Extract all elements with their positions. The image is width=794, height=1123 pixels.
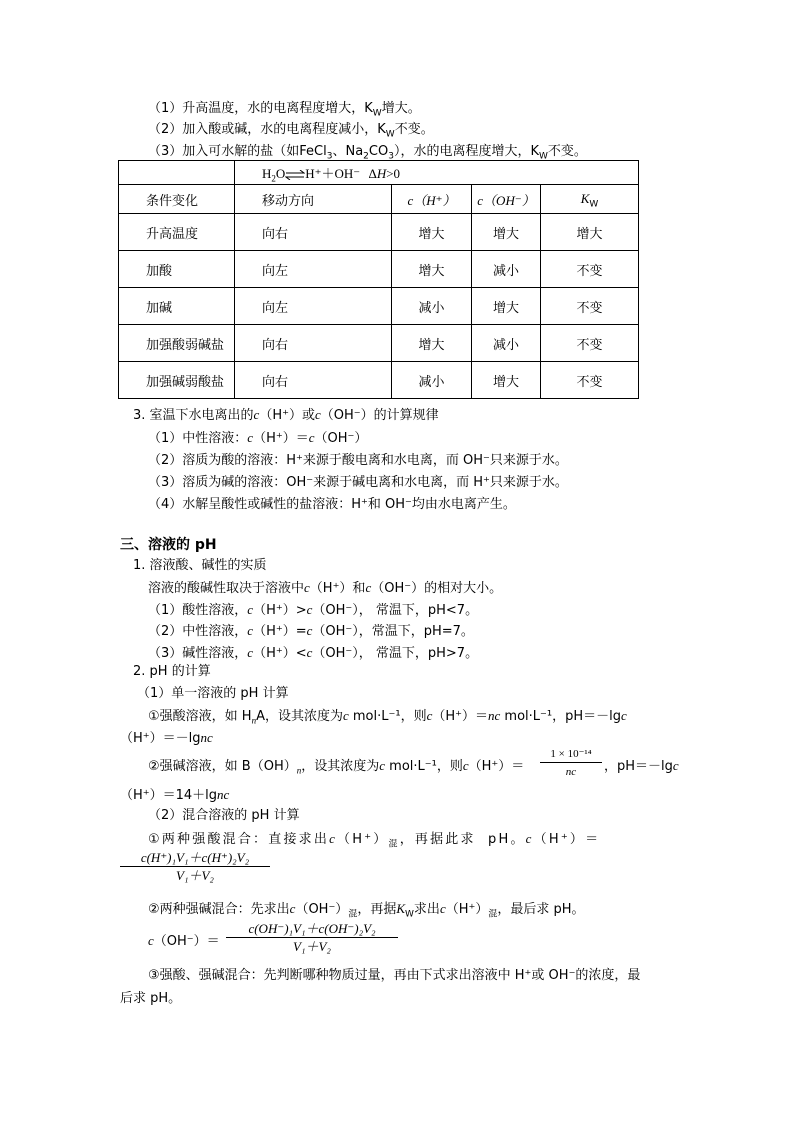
sub: W — [405, 909, 414, 920]
text: （H⁺）= — [253, 624, 307, 639]
ph-mix-bases-eq — [148, 932, 220, 951]
line-add-acid-base — [148, 121, 434, 139]
table-equation-row — [119, 161, 639, 185]
text: ①强酸溶液，如 H — [148, 709, 252, 724]
cell: 向右 — [235, 362, 392, 399]
text: ，再据此求 pH。 — [399, 832, 526, 847]
sub: W — [589, 199, 599, 210]
ph-s1-intro — [148, 579, 502, 598]
text: mol·L⁻¹，则 — [352, 709, 427, 724]
cell: 减小 — [472, 325, 541, 362]
cell: 不变 — [541, 362, 639, 399]
text: 溶液的酸碱性取决于溶液中 — [148, 581, 305, 596]
text: （OH⁻）， 常温下，pH<7。 — [312, 603, 479, 618]
equilibrium-equation — [235, 161, 639, 185]
cell: 增大 — [392, 214, 472, 251]
text: 不变。 — [547, 144, 587, 159]
table-row — [119, 251, 639, 288]
text: c — [439, 901, 446, 916]
cell: 向左 — [235, 288, 392, 325]
cell: 不变 — [541, 325, 639, 362]
text: 、Na — [332, 144, 364, 159]
sec3-p2: （2）溶质为酸的溶液：H⁺来源于酸电离和水电离，而 OH⁻只来源于水。 — [148, 453, 568, 468]
sec3-p4: （4）水解呈酸性或碱性的盐溶液：H⁺和 OH⁻均由水电离产生。 — [148, 497, 516, 512]
text: Δ — [368, 166, 377, 181]
cell: 加酸 — [119, 251, 235, 288]
sub: 混 — [488, 909, 498, 920]
text: （H⁺）＝－lg — [120, 731, 201, 746]
ph-s1: 1. 溶液酸、碱性的实质 — [133, 558, 267, 573]
text: K — [396, 901, 406, 916]
text: （2）中性溶液， — [148, 624, 248, 639]
sub: 3 — [326, 151, 333, 162]
text: >0 — [386, 166, 401, 181]
ph-s2-2: （2）混合溶液的 pH 计算 — [148, 808, 300, 823]
table-row — [119, 288, 639, 325]
sec3-p3: （3）溶质为碱的溶液：OH⁻来源于碱电离和水电离，而 H⁺只来源于水。 — [148, 475, 568, 490]
cell: 减小 — [392, 362, 472, 399]
text: H — [376, 166, 387, 181]
text: H — [262, 166, 272, 181]
table-row — [119, 214, 639, 251]
text: c — [306, 602, 313, 617]
text: c — [247, 602, 254, 617]
cell: 增大 — [541, 214, 639, 251]
base-fraction — [540, 746, 602, 781]
text: c — [365, 580, 372, 595]
line-raise-temp — [148, 100, 421, 118]
ph-strong-base-2 — [120, 786, 229, 805]
text: （H⁺）＝ — [432, 709, 488, 724]
text: c — [621, 708, 627, 723]
numerator: c(OH⁻)₁V₁＋c(OH⁻)₂V₂ — [226, 921, 398, 938]
text: （1）中性溶液： — [148, 431, 248, 446]
text: c — [306, 645, 313, 660]
text: c — [148, 933, 154, 948]
text: ，最后求 pH。 — [497, 902, 585, 917]
ph-s2-1: （1）单一溶液的 pH 计算 — [137, 686, 289, 701]
ph-neutral — [148, 622, 474, 641]
cell: 向右 — [235, 325, 392, 362]
cell: 减小 — [392, 288, 472, 325]
table-header-row — [119, 185, 639, 214]
line-add-salt — [148, 143, 587, 161]
sub: 3 — [388, 151, 394, 162]
ph-mix-acid-base: ③强酸、强碱混合：先判断哪种物质过量，再由下式求出溶液中 H⁺或 OH⁻的浓度，最 — [148, 968, 641, 983]
text: c — [525, 831, 534, 846]
ph-mix-bases — [148, 900, 585, 919]
cell: 加强碱弱酸盐 — [119, 362, 235, 399]
text: （H⁺） — [445, 902, 489, 917]
text: nc — [488, 708, 501, 723]
ph-strong-acid-2 — [120, 729, 213, 748]
text: c — [329, 831, 338, 846]
ph-acidic — [148, 601, 478, 620]
header-c-h — [392, 185, 472, 214]
text: c（H⁺） — [407, 192, 456, 208]
text: （H⁺）＝ — [468, 759, 525, 774]
sub: 混 — [388, 839, 400, 850]
text: c — [247, 623, 254, 638]
cell: 升高温度 — [119, 214, 235, 251]
sub: W — [538, 151, 548, 162]
text: c — [426, 708, 433, 723]
text: （H⁺） — [337, 832, 389, 847]
text: c — [304, 580, 310, 595]
text: 增大。 — [381, 101, 421, 116]
text: （OH⁻） — [295, 902, 349, 917]
text: c — [308, 430, 315, 445]
text: （H⁺）＝ — [253, 431, 309, 446]
numerator: c(H⁺)₁V₁＋c(H⁺)₂V₂ — [120, 850, 270, 867]
text: （H⁺）和 — [309, 581, 366, 596]
text: （H⁺）> — [253, 603, 307, 618]
text: K — [580, 191, 590, 206]
cell: 不变 — [541, 251, 639, 288]
text: c — [289, 901, 296, 916]
sub: W — [372, 108, 382, 119]
sec3-p1 — [148, 429, 367, 448]
header-direction: 移动方向 — [235, 185, 392, 214]
text: ②两种强碱混合：先求出 — [148, 902, 290, 917]
sub: n — [251, 715, 257, 726]
text: 3. 室温下水电离出的 — [133, 408, 254, 423]
equilibrium-arrow-icon — [285, 170, 305, 180]
text: mol·L⁻¹，pH＝－lg — [504, 709, 621, 724]
table-row — [119, 362, 639, 399]
text: c（OH⁻） — [477, 192, 535, 208]
water-ionization-table — [118, 160, 639, 399]
text: （OH⁻），常温下，pH=7。 — [312, 624, 474, 639]
numerator: 1 × 10⁻¹⁴ — [540, 746, 602, 763]
text: （OH⁻） — [314, 431, 368, 446]
header-c-oh — [472, 185, 541, 214]
ph-strong-base — [148, 757, 524, 776]
sub: n — [296, 765, 302, 776]
text: c — [462, 758, 469, 773]
text: c — [379, 758, 386, 773]
text: （1）升高温度，水的电离程度增大，K — [148, 101, 373, 116]
denominator: nc — [565, 766, 577, 778]
text: H⁺＋OH⁻ — [305, 166, 361, 181]
denominator: V₁＋V₂ — [293, 939, 331, 954]
text: c — [247, 430, 254, 445]
ph-strong-base-tail — [604, 757, 679, 776]
text: c — [342, 708, 349, 723]
table-row — [119, 325, 639, 362]
cell: 增大 — [392, 325, 472, 362]
ph-strong-acid — [148, 707, 627, 726]
ph-mix-acids — [148, 830, 600, 849]
sub: 2 — [271, 173, 276, 184]
text: O — [275, 166, 286, 181]
text: c — [253, 407, 260, 422]
text: c — [247, 645, 254, 660]
ph-basic — [148, 644, 478, 663]
cell: 增大 — [472, 288, 541, 325]
cell: 向左 — [235, 251, 392, 288]
text: （OH⁻）＝ — [153, 934, 220, 949]
text: c — [306, 623, 313, 638]
text: （3）加入可水解的盐（如FeCl — [148, 144, 327, 159]
text: （H⁺）或 — [259, 408, 315, 423]
sec3-title — [133, 406, 439, 425]
text: A，设其浓度为 — [256, 709, 343, 724]
sub: W — [385, 129, 395, 140]
text: ），水的电离程度增大，K — [393, 144, 539, 159]
mix-acid-fraction — [120, 850, 270, 885]
text: （OH⁻）的相对大小。 — [371, 581, 503, 596]
ph-mix-acid-base-end: 后求 pH。 — [120, 991, 182, 1006]
text: （1）酸性溶液， — [148, 603, 248, 618]
cell: 减小 — [472, 251, 541, 288]
text: （OH⁻）， 常温下，pH>7。 — [312, 646, 479, 661]
denominator: V₁＋V₂ — [176, 868, 214, 883]
text: 求出 — [413, 902, 440, 917]
text: nc — [200, 730, 213, 745]
text: ①两种强酸混合：直接求出 — [148, 832, 330, 847]
text: （OH⁻）的计算规律 — [320, 408, 439, 423]
header-condition: 条件变化 — [119, 185, 235, 214]
cell: 加碱 — [119, 288, 235, 325]
text: （H⁺）＝ — [533, 832, 601, 847]
text: （H⁺）< — [253, 646, 307, 661]
text: （2）加入酸或碱，水的电离程度减小，K — [148, 122, 386, 137]
cell: 加强酸弱碱盐 — [119, 325, 235, 362]
cell: 增大 — [472, 214, 541, 251]
text: （H⁺）＝14＋lg — [120, 788, 218, 803]
text: c — [672, 758, 679, 773]
ph-s2: 2. pH 的计算 — [133, 664, 211, 679]
sub: 混 — [348, 909, 358, 920]
sub: 2 — [363, 151, 369, 162]
cell: 向右 — [235, 214, 392, 251]
text: CO — [368, 144, 389, 159]
text: ，再据 — [357, 902, 397, 917]
text: c — [314, 407, 321, 422]
text: mol·L⁻¹，则 — [389, 759, 463, 774]
text: ，pH＝－lg — [604, 759, 673, 774]
text: （3）碱性溶液， — [148, 646, 248, 661]
cell: 增大 — [392, 251, 472, 288]
text: ，设其浓度为 — [301, 759, 380, 774]
table-blank-cell — [119, 161, 235, 185]
cell: 增大 — [472, 362, 541, 399]
text: ②强碱溶液，如 B（OH） — [148, 759, 297, 774]
text: nc — [217, 787, 230, 802]
mix-base-fraction — [226, 921, 398, 956]
ph-heading: 三、溶液的 pH — [120, 537, 217, 553]
text: 不变。 — [394, 122, 434, 137]
header-kw — [541, 185, 639, 214]
cell: 不变 — [541, 288, 639, 325]
